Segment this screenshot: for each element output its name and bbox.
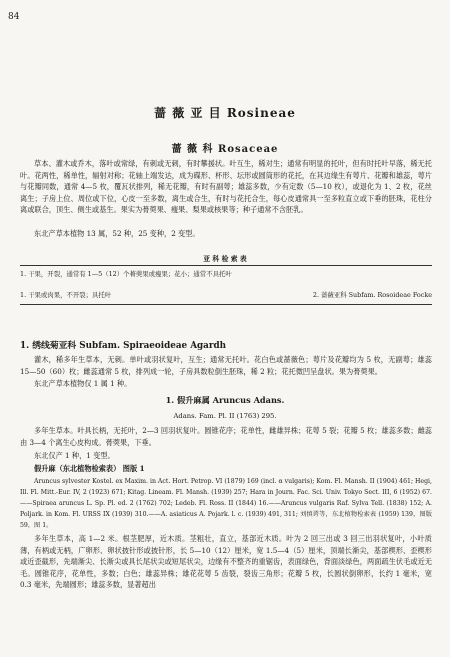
species-heading: 假升麻（东北植物检索表） 图版 1 bbox=[34, 464, 145, 473]
key-line-2-lead: 1. 干果或肉果，不开裂；具托叶 bbox=[20, 291, 112, 299]
key-line-2-result: 2. 蔷薇亚科 Subfam. Rosoideae Focke bbox=[312, 291, 432, 299]
family-description: 草本、灌木或乔木，落叶或常绿，有刺或无刺，有时攀援状。叶互生，稀对生；通常有明显的托叶，但有时托叶早落，稀无托叶。花两性，稀单性，辐射对称；花轴上端发达，成为碟形、杯形、坛形或圆筒形的花托，在其边缘生有萼片、花瓣和雄蕊，萼片与花瓣同数，通常 4—5 枚，覆瓦状排列，稀无花瓣，有时有副萼；雄蕊多数，少有定数（5—10 枚），或退化为 1、2 枚，花丝离生；子房上位、周位或下位，心皮一至多数，离生或合生，有时与花托合生，每心皮通常具一至多粒直立或下垂的胚珠，花柱分离或联合，顶生、侧生或基生。果实为蓇葖果、瘦果、梨果或核果等；种子通常不含胚乳。 bbox=[20, 159, 432, 215]
subfamily-title: 1. 绣线菊亚科 Subfam. Spiraeoideae Agardh bbox=[20, 341, 227, 351]
genus-title: 1. 假升麻属 Aruncus Adans. bbox=[165, 395, 285, 405]
genus-stats: 东北仅产 1 种，1 变型。 bbox=[34, 451, 115, 460]
family-title: 蔷 薇 科 Rosaceae bbox=[171, 144, 279, 155]
page-number: 84 bbox=[8, 12, 20, 22]
key-line-2 bbox=[20, 291, 432, 300]
genus-description: 多年生草本。叶具长柄，无托叶，2—3 回羽状复叶。圆锥花序；花单性，雌雄异株；花萼 5 裂；花瓣 5 枚；雄蕊多数；雌蕊由 3—4 个离生心皮构成。蓇葖果，下垂。 bbox=[20, 426, 432, 447]
species-references: Aruncus sylvester Kostel. ex Maxim. in Act. Hort. Petrop. VI (1879) 169 (incl. α vulgaris); Kom. Fl. Mansh. II (1904) 461; Hegi, Ill. Fl. Mitt.-Eur. IV, 2 (1923) 671; Kitag. Lineam. Fl. Mansh. (1939) 257; Hara in Journ. Fac. Sci. Univ. Tokyo Sect. III, 6 (1952) 67.——Spiraea aruncus L. Sp. Pl. ed. 2 (1762) 702; Ledeb. Fl. Ross. II (1844) 16.——Aruncus vulgaris Raf. Sylva Tell. (1838) 152; A. Poljark. in Kom. Fl. URSS IX (1939) 310.——A. asiaticus A. Pojark. l. c. (1939) 491, 311; 刘慎谔等，东北植物检索表 (1959) 139，图版 59，图 1。 bbox=[20, 478, 432, 529]
genus-citation: Adans. Fam. Pl. II (1763) 295. bbox=[173, 412, 277, 420]
species-description: 多年生草本，高 1—2 米。根茎肥厚，近木质。茎粗壮，直立，基部近木质。叶为 2 回三出或 3 回三出羽状复叶，小叶质薄，有柄或无柄，广卵形、卵状披针形或披针形，长 5—10（12）厘米，宽 1.5—4（5）厘米，顶端长渐尖，基部楔形、歪楔形或近歪截形，先端渐尖、长渐尖或具长尾状尖或短尾状尖，边缘有不整齐的重锯齿，表面绿色，背面淡绿色，两面疏生伏毛或近无毛。圆锥花序，花单性，多数；白色；雄蕊异株；雄花花萼 5 齿裂，裂齿三角形；花瓣 5 枚，长圆状倒卵形，长约 1 毫米，宽 0.3 毫米，先端圆形；雄蕊多数，显著超出 bbox=[20, 534, 432, 590]
subfamily-description: 灌木，稀多年生草本，无刺。单叶或羽状复叶，互生；通常无托叶。花白色或蔷薇色；萼片及花瓣均为 5 枚，无副萼；雄蕊 15—50（60）枚；雌蕊通常 5 枚，排列成一轮，子房具数粒倒生胚珠，稀 2 粒；花托微凹呈盘状。果为蓇葖果。 bbox=[20, 355, 432, 376]
subfamily-stats: 东北产草本植物仅 1 属 1 种。 bbox=[34, 379, 132, 388]
family-stats: 东北产草本植物 13 属，52 种，25 变种，2 变型。 bbox=[34, 229, 200, 238]
key-line-1 bbox=[20, 270, 432, 279]
key-line-1-lead: 1. 干果，开裂，通常有 1—5（12）个蓇葖果或瘦果；花小；通常不具托叶 bbox=[20, 270, 232, 278]
key-heading: 亚 科 检 索 表 bbox=[203, 255, 247, 263]
key-top-rule bbox=[20, 265, 432, 266]
order-title: 蔷 薇 亚 目 Rosineae bbox=[154, 106, 296, 120]
key-bottom-rule bbox=[20, 304, 432, 305]
